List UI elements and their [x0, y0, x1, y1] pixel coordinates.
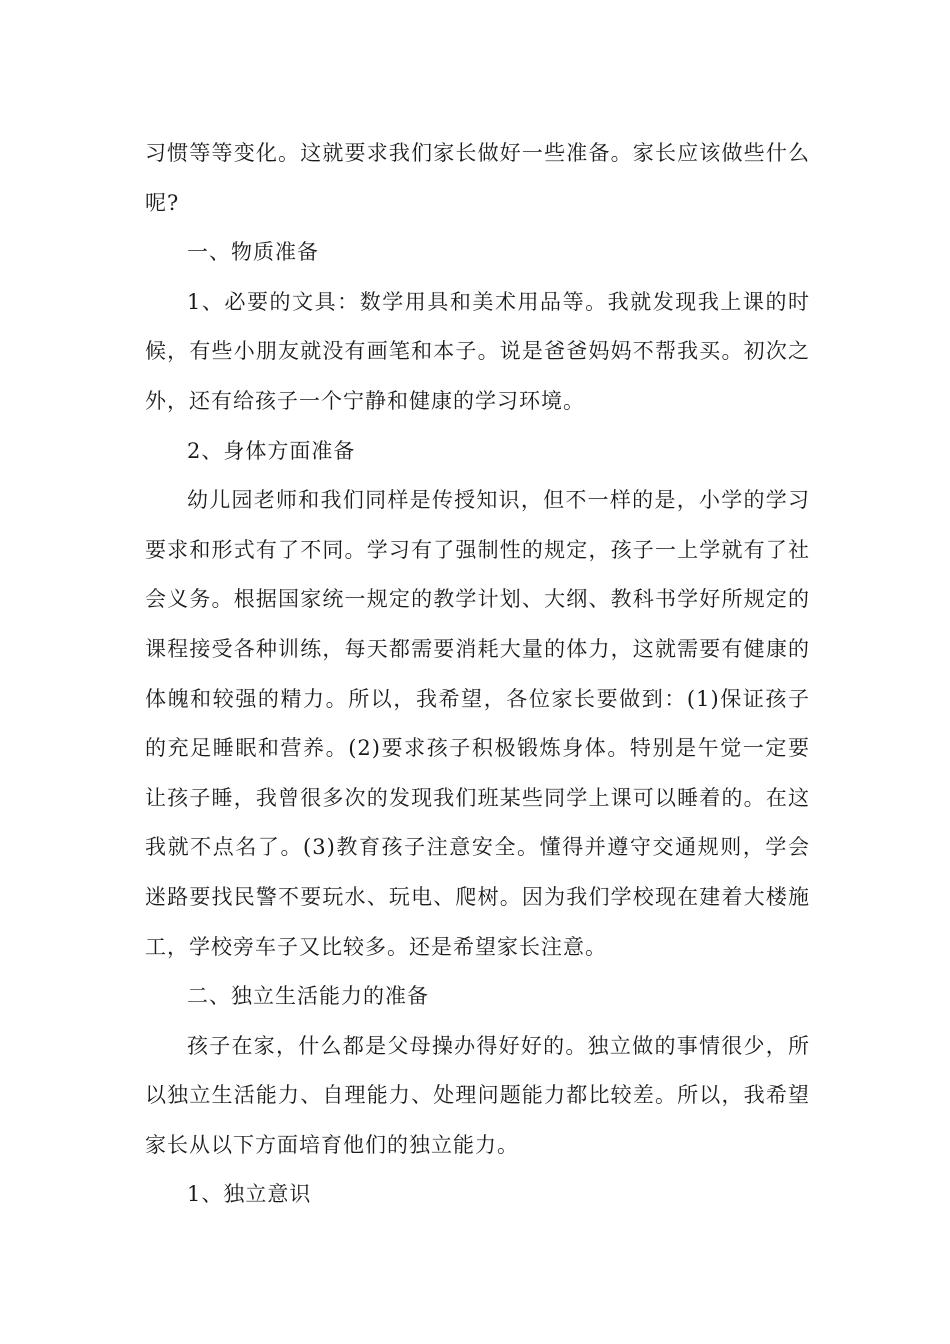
paragraph-independence: 孩子在家，什么都是父母操办得好好的。独立做的事情很少，所以独立生活能力、自理能力、处理问题能力都比较差。所以，我希望家长从以下方面培育他们的独立能力。 [145, 1033, 810, 1157]
paragraph-continuation: 习惯等等变化。这就要求我们家长做好一些准备。家长应该做些什么呢? [145, 141, 810, 215]
subheading-physical: 2、身体方面准备 [187, 438, 356, 463]
document-body [145, 129, 810, 1220]
paragraph-stationery: 1、必要的文具：数学用具和美术用品等。我就发现我上课的时候，有些小朋友就没有画笔和本子。说是爸爸妈妈不帮我买。初次之外，还有给孩子一个宁静和健康的学习环境。 [145, 289, 810, 413]
section-heading-independence: 二、独立生活能力的准备 [187, 984, 429, 1009]
paragraph-physical: 幼儿园老师和我们同样是传授知识，但不一样的是，小学的学习要求和形式有了不同。学习有了强制性的规定，孩子一上学就有了社会义务。根据国家统一规定的教学计划、大纲、教科书学好所规定的课程接受各种训练，每天都需要消耗大量的体力，这就需要有健康的体魄和较强的精力。所以，我希望，各位家长要做到：(1)保证孩子的充足睡眠和营养。(2)要求孩子积极锻炼身体。特别是午觉一定要让孩子睡，我曾很多次的发现我们班某些同学上课可以睡着的。在这我就不点名了。(3)教育孩子注意安全。懂得并遵守交通规则，学会迷路要找民警不要玩水、玩电、爬树。因为我们学校现在建着大楼施工，学校旁车子又比较多。还是希望家长注意。 [145, 488, 810, 959]
subheading-independent-awareness: 1、独立意识 [187, 1182, 312, 1207]
section-heading-material: 一、物质准备 [187, 240, 319, 265]
